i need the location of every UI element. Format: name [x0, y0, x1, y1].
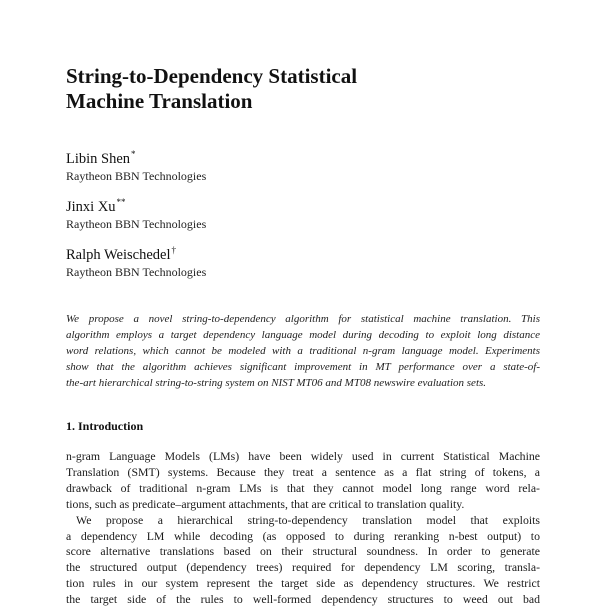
author-affiliation: Raytheon BBN Technologies — [66, 169, 207, 183]
body-line: Translation (SMT) systems. Because they treat a sentence as a flat string of tokens, a — [66, 464, 540, 479]
author-block-3 — [66, 242, 466, 280]
author-footnote-mark: † — [171, 245, 176, 255]
author-affiliation: Raytheon BBN Technologies — [66, 217, 207, 231]
abstract-line: We propose a novel string-to-dependency algorithm for statistical machine translation. This — [66, 313, 540, 325]
body-text — [66, 449, 540, 608]
body-line: the structured output (dependency trees) required for dependency LM scoring, transla- — [66, 560, 540, 575]
title-line-1: String-to-Dependency Statistical — [66, 64, 358, 88]
body-line: a dependency LM while decoding (as opposed to during reranking n-best output) to — [66, 528, 540, 543]
abstract-line: the-art hierarchical string-to-string system on NIST MT06 and MT08 newswire evaluation sets. — [66, 377, 487, 389]
author-affiliation: Raytheon BBN Technologies — [66, 265, 207, 279]
paper-title — [66, 64, 546, 114]
body-line: tion rules in our system represent the target side as dependency structures. We restrict — [66, 576, 540, 591]
author-name: Ralph Weischedel† — [66, 245, 176, 263]
section-heading: 1. Introduction — [66, 419, 144, 433]
author-footnote-mark: * — [131, 149, 136, 159]
body-line: score alternative translations based on their structural soundness. In order to generate — [66, 544, 540, 559]
title-line-2: Machine Translation — [66, 89, 253, 113]
abstract-line: algorithm employs a target dependency language model during decoding to exploit long distance — [66, 329, 540, 341]
author-name: Libin Shen* — [66, 149, 136, 167]
body-line: n-gram Language Models (LMs) have been widely used in current Statistical Machine — [66, 449, 540, 463]
body-line: tions, such as predicate–argument attachments, that are critical to translation quality. — [66, 496, 465, 511]
abstract-line: show that the algorithm achieves significant improvement in MT performance over a state-of- — [66, 361, 540, 373]
body-line: We propose a hierarchical string-to-dependency translation model that exploits — [76, 512, 540, 527]
author-block-1 — [66, 146, 466, 184]
author-footnote-mark: ** — [116, 197, 126, 207]
body-line: drawback of traditional n-gram LMs is that they cannot model long range word rela- — [66, 480, 540, 495]
body-line: the target side of the rules to well-formed dependency structures to weed out bad — [66, 592, 540, 607]
abstract-line: word relations, which cannot be modeled with a traditional n-gram language model. Experiments — [66, 345, 540, 357]
abstract — [66, 311, 540, 391]
author-block-2 — [66, 194, 466, 232]
author-name: Jinxi Xu** — [66, 197, 126, 215]
